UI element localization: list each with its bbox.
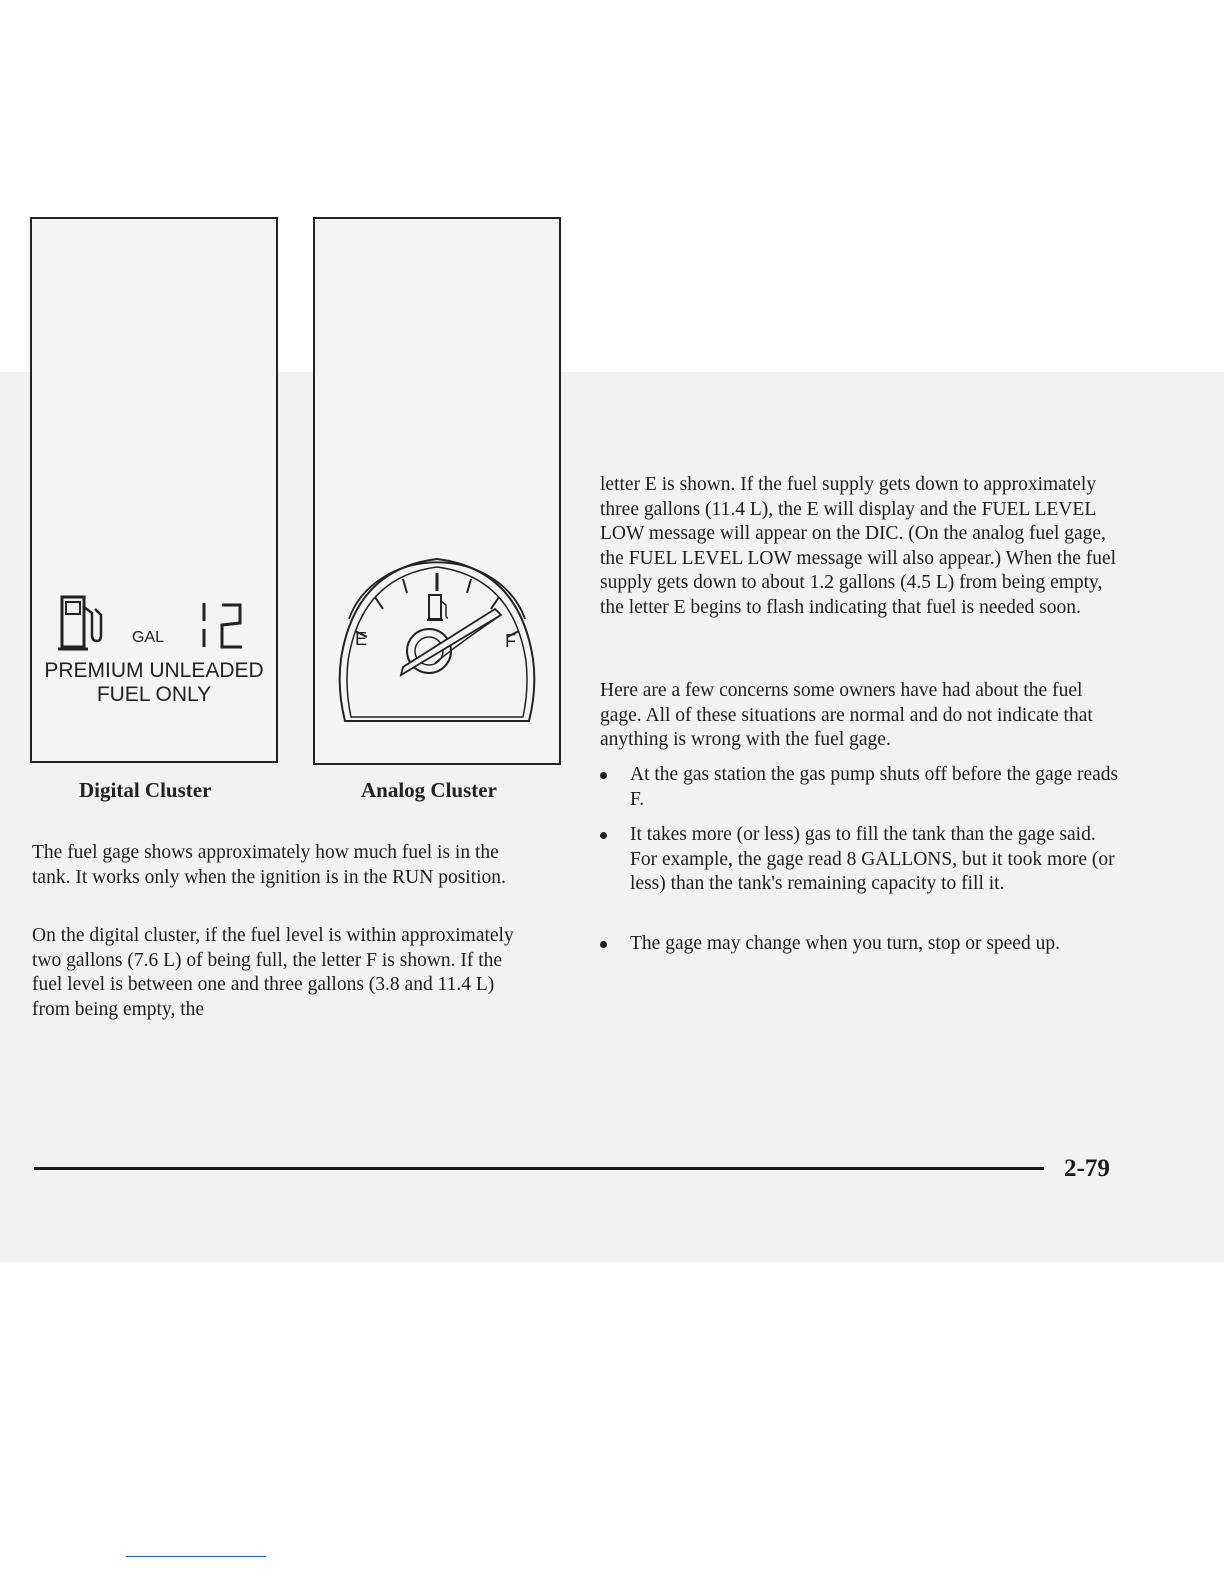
right-paragraph-1: letter E is shown. If the fuel supply gets down to approximately three gallons (11.4 L), the E will display and the FUEL LEVEL LOW message will appear on the DIC. (On the analog fuel gage, the FUEL LEVEL LOW message will also appear.) When the fuel supply gets down to about 1.2 gallons (4.5 L) from being empty, the letter E begins to flash indicating that fuel is needed soon.: [600, 474, 1117, 618]
bottom-link-underline[interactable]: [126, 1556, 266, 1557]
analog-cluster-panel: [313, 217, 561, 765]
digital-cluster-caption: Digital Cluster: [79, 778, 212, 802]
fuel-reading-digits: [198, 599, 258, 655]
analog-fuel-pump-icon: [427, 595, 448, 620]
bullet-text: It takes more (or less) gas to fill the tank than the gage said. For example, the gage read 8 GALLONS, but it took more (or less) than the tank's remaining capacity to fill it.: [630, 824, 1115, 894]
bullet-text: The gage may change when you turn, stop or speed up.: [630, 933, 1060, 954]
left-paragraph-1: The fuel gage shows approximately how much fuel is in the tank. It works only when the ignition is in the RUN position.: [32, 842, 506, 888]
bullet-text: At the gas station the gas pump shuts off before the gage reads F.: [630, 764, 1119, 810]
premium-message-line1: PREMIUM UNLEADED: [44, 659, 264, 682]
footer-rule: [34, 1167, 1044, 1170]
right-paragraph-2: Here are a few concerns some owners have had about the fuel gage. All of these situations are normal and do not indicate that anything is wrong with the fuel gage.: [600, 680, 1093, 750]
premium-message-line2: FUEL ONLY: [96, 683, 212, 706]
empty-label: E: [355, 629, 368, 649]
left-paragraph-2: On the digital cluster, if the fuel level is within approximately two gallons (7.6 L) of being full, the letter F is shown. If the fuel level is between one and three gallons (3.8 and 11.4 L) from being empty, the: [32, 925, 514, 1020]
digital-cluster-panel: [30, 217, 278, 763]
page-number: 2-79: [1064, 1155, 1110, 1182]
bullet-dot: [600, 941, 607, 948]
analog-cluster-caption: Analog Cluster: [361, 778, 497, 802]
full-label: F: [505, 631, 516, 651]
bullet-dot: [600, 832, 607, 839]
fuel-reading-text: 12: [198, 599, 199, 600]
bullet-dot: [600, 772, 607, 779]
fuel-pump-icon: [56, 593, 106, 655]
gal-unit-label: GAL: [132, 629, 165, 646]
premium-fuel-message: [32, 659, 276, 707]
analog-fuel-gauge: [315, 219, 559, 763]
